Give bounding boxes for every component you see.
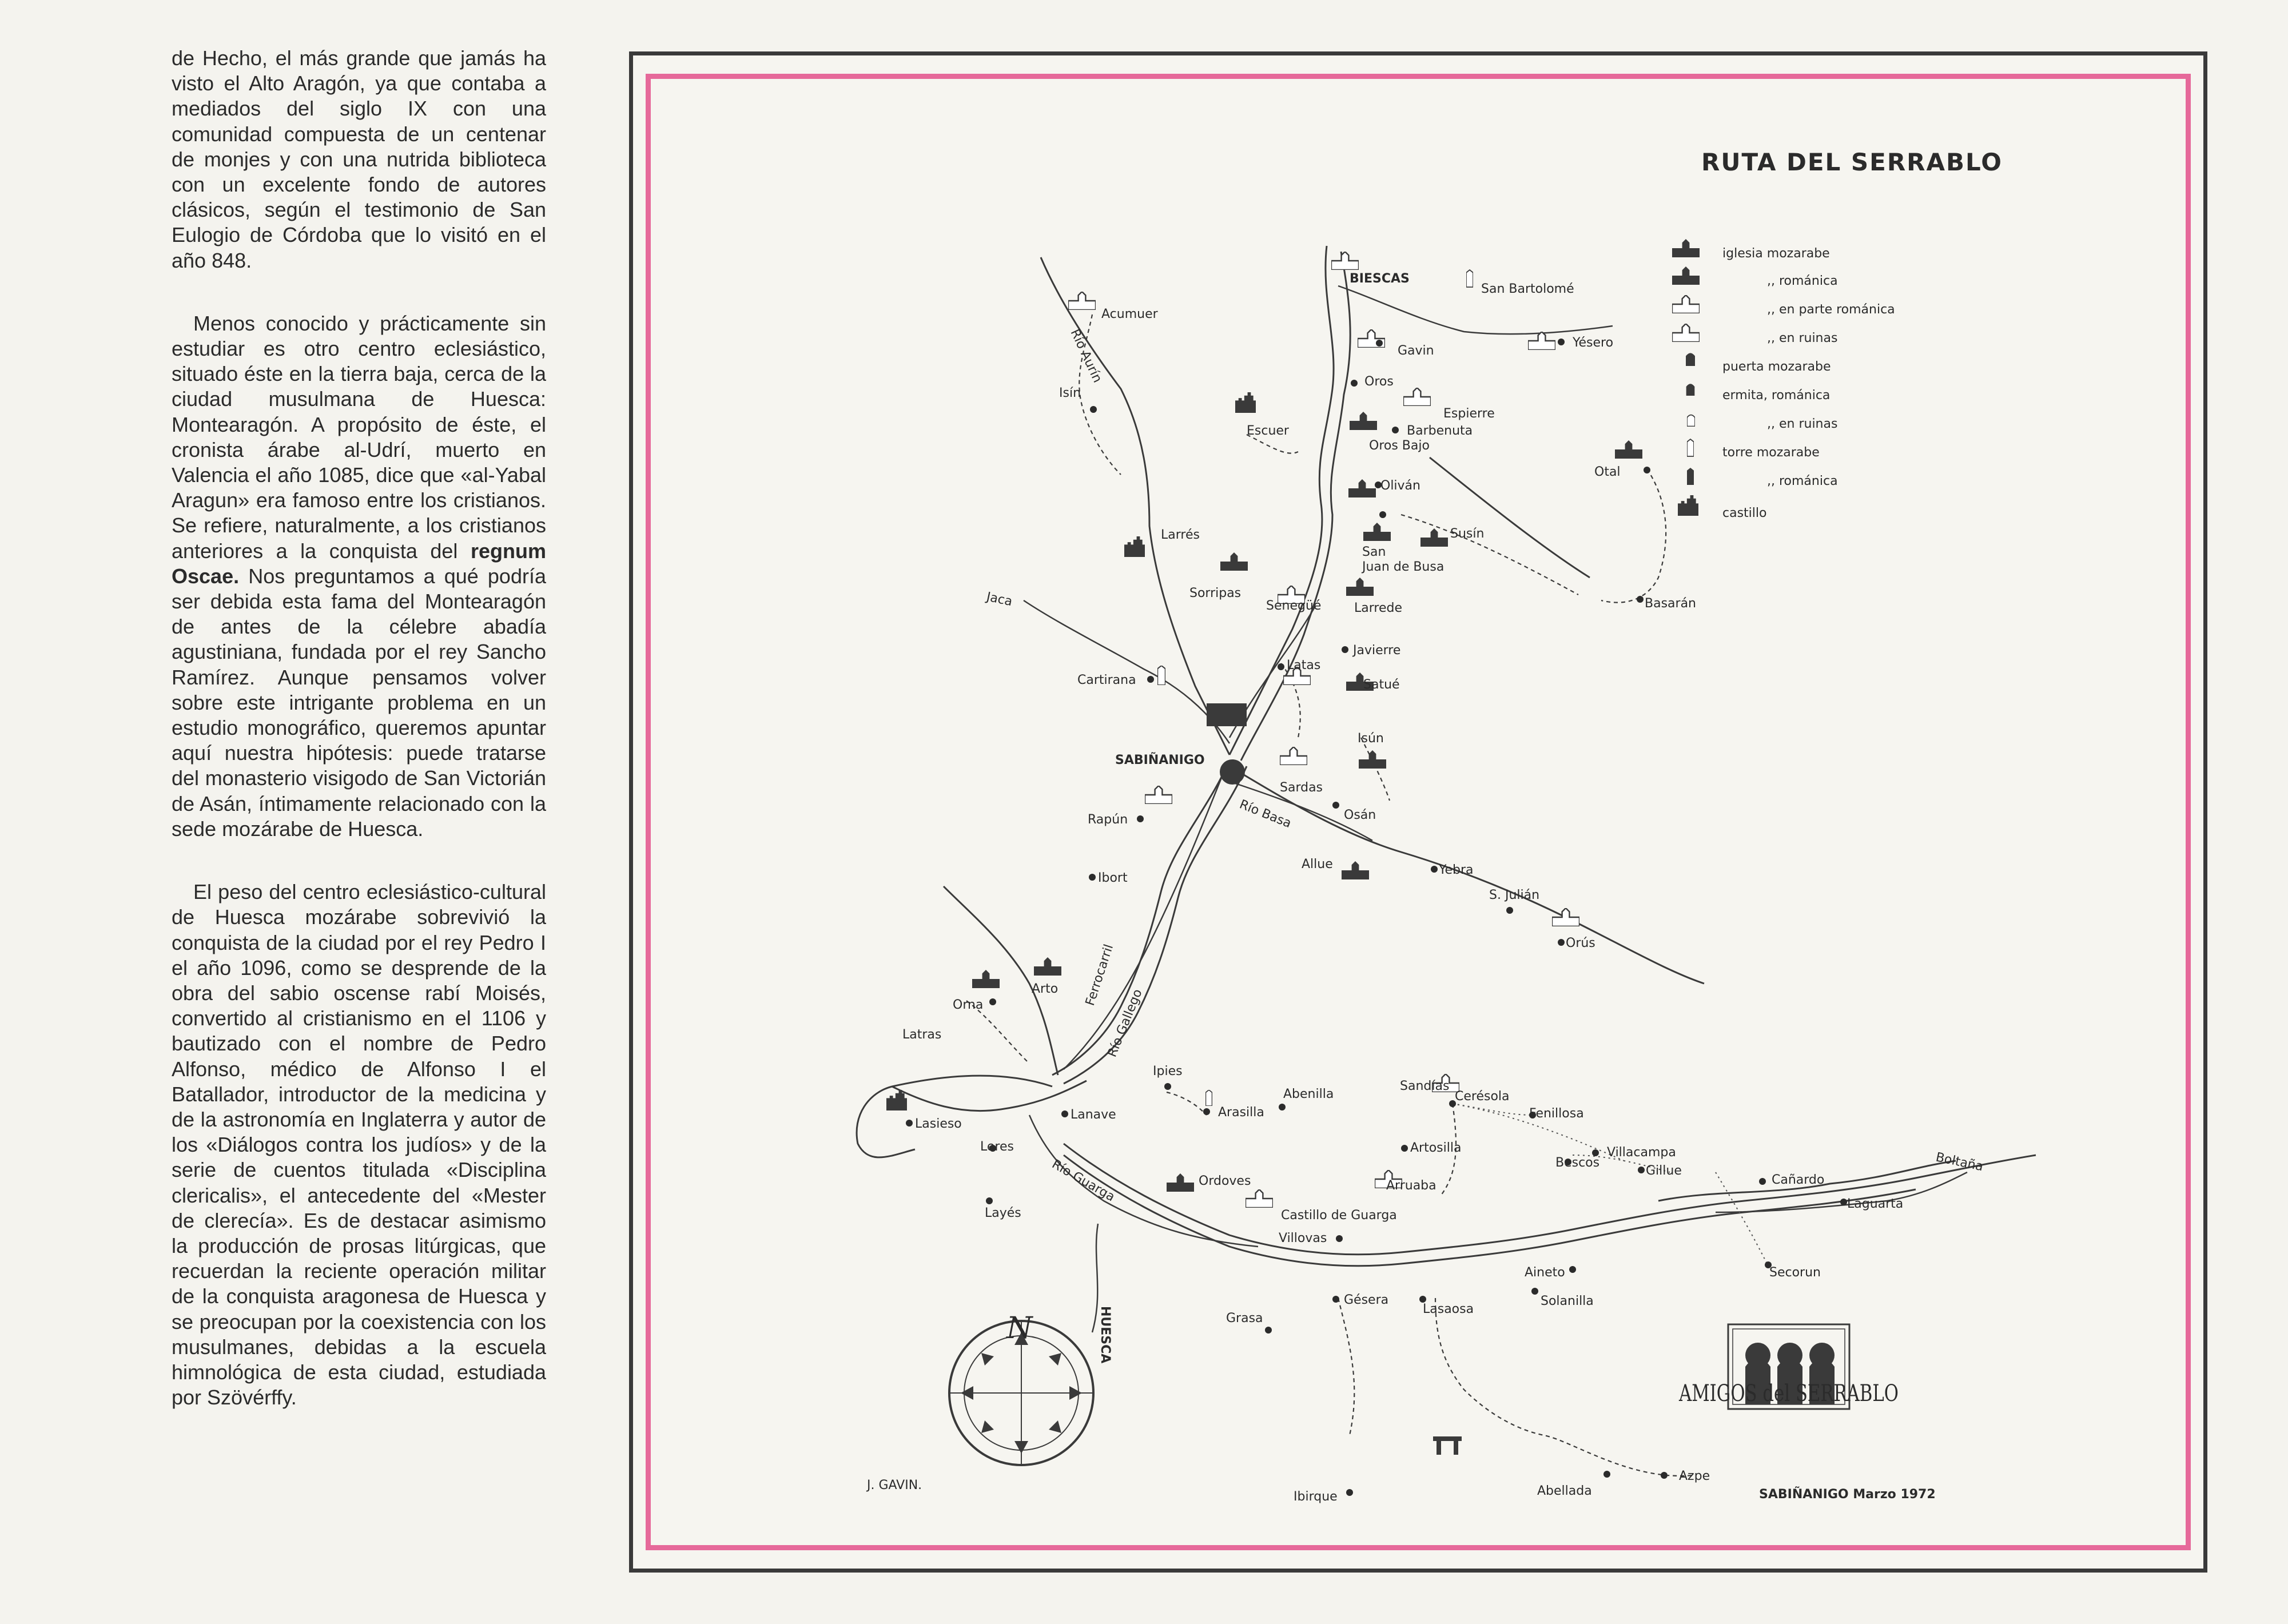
paragraph-2-part-c: Nos preguntamos a qué podría ser debida esta fama del Montearagón de antes de la célebre abadía agustiniana, fundada por el rey Sancho Ramírez. Aunque pensamos volver sobre este intrigante problema en un estudio monográfico, queremos apuntar aquí nuestra hipótesis: puede tratarse del monasterio visigodo de San Victorián de Asán, íntimamente relacionado con la sede mozárabe de Huesca. (172, 564, 546, 841)
label-cerasola: Cerésola (1455, 1089, 1510, 1104)
label-gavin: Gavin (1398, 344, 1434, 358)
label-abellada: Abellada (1537, 1484, 1592, 1498)
label-gillue: Gillue (1646, 1164, 1682, 1178)
label-latas: Latas (1287, 658, 1321, 672)
label-osan: Osán (1344, 808, 1376, 822)
legend-label-1: ,, románica (1767, 274, 1838, 288)
escuer-castle-icon (1235, 392, 1256, 413)
label-san-juan-busa: Juan de Busa (1362, 560, 1445, 574)
legend-torre-mozarabe-icon (1687, 439, 1694, 456)
label-arasilla: Arasilla (1218, 1105, 1264, 1120)
path-isun (1361, 738, 1390, 801)
label-susin: Susín (1450, 527, 1485, 541)
river-guarga-east-b (1064, 1155, 1916, 1266)
roads (1024, 286, 1967, 1332)
label-jaca: Jaca (985, 590, 1014, 610)
biescas-church-icon (1331, 252, 1359, 270)
label-canardo: Cañardo (1772, 1173, 1825, 1187)
label-yesero: Yésero (1573, 336, 1614, 350)
label-ibirque: Ibirque (1294, 1490, 1338, 1504)
label-yebra: Yebra (1439, 863, 1474, 877)
label-escuer: Escuer (1247, 424, 1289, 438)
label-larres: Larrés (1161, 528, 1200, 542)
label-acumuer: Acumuer (1101, 307, 1158, 321)
label-azpe: Azpe (1679, 1469, 1710, 1483)
label-larrede: Larrede (1354, 601, 1402, 615)
label-javierre: Javierre (1353, 643, 1401, 658)
map-title: RUTA DEL SERRABLO (1701, 148, 2003, 176)
path-otal-basaran (1601, 469, 1666, 603)
label-ferrocarril: Ferrocarril (1083, 942, 1117, 1008)
ordoves-church-icon (1167, 1173, 1194, 1192)
label-rio-gallego: Río Gallego (1105, 987, 1145, 1060)
legend-ermita-ruinas-icon (1687, 415, 1695, 427)
label-layes: Layés (985, 1206, 1021, 1220)
compass-north-mark: N (1006, 1311, 1033, 1346)
label-biescas: BIESCAS (1350, 272, 1410, 286)
legend-label-0: iglesia mozarabe (1722, 246, 1830, 261)
san-juan-busa-church-icon (1363, 523, 1391, 541)
legend-romanica-icon (1672, 266, 1700, 285)
legend-label-6: ,, en ruinas (1767, 417, 1838, 431)
paragraph-1: de Hecho, el más grande que jamás ha visto el Alto Aragón, ya que contaba a mediados del siglo IX con una comunidad compuesta de un centenar de monjes y con una nutrida biblioteca con un excelente fondo de autores clásicos, según el testimonio de San Eulogio de Córdoba que lo visitó en el año 848. (172, 46, 546, 272)
label-bescos: Bescos (1555, 1156, 1600, 1170)
susin-church-icon (1420, 528, 1448, 547)
label-sorripas: Sorripas (1189, 586, 1242, 600)
label-olivan: Oliván (1380, 479, 1420, 493)
label-latras: Latras (902, 1028, 942, 1042)
label-abenilla: Abenilla (1283, 1087, 1334, 1101)
label-orna: Orna (953, 998, 984, 1012)
label-lasieso: Lasieso (915, 1117, 962, 1131)
amigos-serrablo-logo (1678, 1324, 1899, 1409)
compass-rose (949, 1311, 1093, 1465)
oros-bajo-church-icon (1350, 412, 1377, 430)
river-gallego-north (1229, 246, 1334, 755)
legend-label-3: ,, en ruinas (1767, 331, 1838, 345)
legend-label-7: torre mozarabe (1722, 445, 1820, 460)
label-rio-guarga: Río Guarga (1049, 1157, 1117, 1205)
label-secorun: Secorun (1769, 1265, 1821, 1280)
allue-church-icon (1342, 861, 1369, 879)
cartirana-tower-icon (1157, 666, 1165, 685)
label-huesca: HUESCA (1098, 1306, 1112, 1364)
label-oros: Oros (1364, 375, 1394, 389)
paragraph-2-part-a: Menos conocido y prácticamente sin estudiar es otro centro eclesiástico, situado éste en la tierra baja, cerca de la ciudad musulmana de Huesca: Montearagón. A propósito de éste, el cronista árabe al-Udrí, muerto en Valencia el año 1085, dice que «al-Yabal Aragun» era famoso entre los cristianos. Se refiere, naturalmente, a los cristianos anteriores a la conquista del (172, 311, 546, 563)
legend-en-parte-romanica-icon (1672, 295, 1700, 313)
legend-torre-romanica-icon (1687, 468, 1694, 485)
label-aineto: Aineto (1525, 1265, 1565, 1280)
path-ipies (1167, 1092, 1207, 1115)
otal-church-icon (1615, 440, 1642, 459)
label-sardas: Sardas (1280, 781, 1323, 795)
label-isun: Isún (1358, 731, 1384, 746)
label-orus: Orús (1566, 936, 1595, 950)
castillo-guarga-church-icon (1246, 1189, 1273, 1208)
legend-castillo-icon (1678, 495, 1698, 516)
legend-label-4: puerta mozarabe (1722, 360, 1831, 374)
label-basaran: Basarán (1645, 596, 1696, 611)
label-senegue: Senegüé (1266, 599, 1322, 613)
label-oros-bajo: Oros Bajo (1369, 439, 1430, 453)
label-boltana: Boltaña (1934, 1150, 1985, 1175)
path-gesera (1338, 1298, 1354, 1435)
label-cartirana: Cartirana (1077, 673, 1136, 687)
olivan-church-icon (1348, 479, 1376, 497)
sorripas-church-icon (1220, 552, 1248, 571)
label-san-juan: San (1362, 545, 1386, 559)
label-san-bartolome: San Bartolomé (1481, 282, 1574, 296)
larres-castle-icon (1124, 536, 1145, 557)
river-ne (1430, 457, 1590, 578)
river-west (944, 886, 1058, 1075)
credit-place-date: SABIÑANIGO Marzo 1972 (1759, 1487, 1936, 1502)
sabinanigo-town (1207, 703, 1247, 726)
label-ordoves: Ordoves (1199, 1174, 1251, 1188)
label-ibort: Ibort (1098, 871, 1128, 885)
dolmen-icon (1433, 1436, 1462, 1455)
label-laguarta: Laguarta (1847, 1197, 1904, 1211)
rapun-church-icon (1145, 786, 1172, 804)
label-lasaosa: Lasaosa (1423, 1302, 1474, 1316)
legend-puerta-mozarabe-icon (1686, 353, 1695, 366)
place-labels (902, 272, 1984, 1504)
label-rio-basa: Río Basa (1237, 797, 1294, 831)
river-bottom-left (892, 1081, 1087, 1111)
larrede-church-icon (1346, 578, 1374, 596)
track-secorun (1716, 1172, 1767, 1264)
river-gallego-south (1052, 761, 1229, 1075)
label-espierre: Espierre (1443, 407, 1495, 421)
label-otal: Otal (1594, 465, 1621, 479)
label-solanilla: Solanilla (1541, 1294, 1594, 1308)
legend-en-ruinas-icon (1672, 324, 1700, 342)
label-lanave: Lanave (1071, 1108, 1116, 1122)
label-arto: Arto (1032, 982, 1059, 996)
paragraph-3: El peso del centro eclesiástico-cultural de Huesca mozárabe sobrevivió la conquista de la ciudad por el rey Pedro I el año 1096, como se desprende de la obra del sabio oscense rabí Moisés, convertido al cristianismo en el 1106 y bautizado con el nombre de Pedro Alfonso, médico de Alfonso I el Batallador, introductor de la medicina y de la astronomía en Inglaterra y autor de los «Diálogos contra los judíos» y de la serie de cuentos titulada «Disciplina clericalis», el antecedente del «Mester de clerecía». Es de destacar asimismo la producción de prosas litúrgicas, que recuerdan la reciente operación militar de la conquista aragonesa de Huesca y se preocupan por la coexistencia con los musulmanes, debidas a la escuela himnológica de esta ciudad, estudiada por Szövérffy. (172, 880, 546, 1410)
label-castillo-guarga: Castillo de Guarga (1281, 1208, 1397, 1223)
path-susin (1401, 515, 1578, 595)
acumuer-church-icon (1068, 292, 1096, 310)
legend-label-2: ,, en parte románica (1767, 302, 1895, 317)
label-rio-aurin: Río Aurín (1067, 327, 1105, 385)
yesero-church-icon (1528, 332, 1555, 350)
map-legend (1672, 239, 1895, 520)
label-ipies: Ipies (1153, 1064, 1183, 1078)
logo-text: AMIGOS del SERRABLO (1678, 1380, 1899, 1407)
label-artosilla: Artosilla (1410, 1141, 1462, 1155)
label-arruaba: Arruaba (1386, 1179, 1437, 1193)
sabinanigo-marker (1220, 759, 1245, 785)
label-satue: Satué (1363, 678, 1400, 692)
label-sabinanigo: SABIÑANIGO (1115, 753, 1205, 767)
track-cerasola-fenillosa (1453, 1104, 1533, 1115)
road-huesca (1092, 1224, 1098, 1332)
isun-church-icon (1359, 750, 1386, 769)
rivers (857, 246, 2036, 1266)
san-bartolome-tower-icon (1466, 270, 1473, 287)
label-villacampa: Villacampa (1607, 1145, 1676, 1160)
legend-label-9: castillo (1722, 506, 1767, 520)
label-grasa: Grasa (1226, 1311, 1263, 1326)
arasilla-tower-icon (1205, 1090, 1212, 1106)
label-sandias: Sandías (1400, 1079, 1450, 1093)
arto-church-icon (1034, 957, 1061, 976)
monument-symbols (886, 252, 1642, 1208)
orna-church-icon (972, 970, 1000, 988)
label-barbenuta: Barbenuta (1407, 424, 1473, 438)
road-jaca (1024, 600, 1229, 743)
label-isin: Isín (1059, 386, 1081, 400)
label-leres: Leres (980, 1140, 1014, 1154)
tracks (1453, 1104, 1767, 1264)
label-villovas: Villovas (1279, 1231, 1327, 1245)
regnum-oscae-term: regnum Oscae. (172, 539, 546, 588)
sardas-church-icon (1280, 747, 1307, 765)
path-lasaosa (1435, 1298, 1693, 1476)
label-fenillosa: Fenillosa (1529, 1106, 1584, 1121)
legend-label-8: ,, románica (1767, 474, 1838, 488)
credit-author: J. GAVIN. (867, 1478, 922, 1492)
espierre-church-icon (1403, 388, 1431, 406)
label-allue: Allue (1302, 857, 1333, 871)
orus-church-icon (1552, 908, 1579, 926)
legend-iglesia-mozarabe-icon (1672, 239, 1700, 257)
label-rapun: Rapún (1088, 813, 1128, 827)
legend-ermita-romanica-icon (1686, 384, 1695, 396)
label-gesera: Gésera (1344, 1293, 1389, 1307)
legend-label-5: ermita, románica (1722, 388, 1831, 403)
label-s-julian: S. Julián (1489, 888, 1540, 902)
